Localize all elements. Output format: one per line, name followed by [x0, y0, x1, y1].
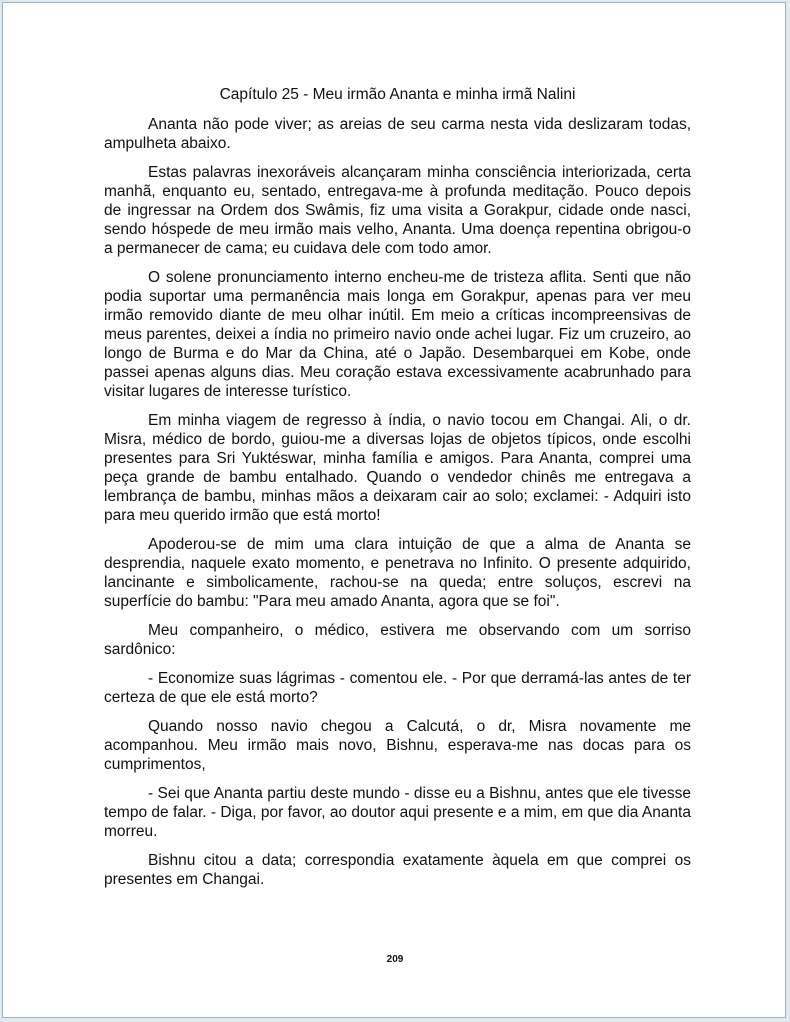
page-content	[104, 85, 691, 899]
paragraph-6: Meu companheiro, o médico, estivera me observando com um sorriso sardônico:	[104, 622, 691, 658]
chapter-title: Capítulo 25 - Meu irmão Ananta e minha irmã Nalini	[219, 86, 576, 103]
paragraph-4: Em minha viagem de regresso à índia, o navio tocou em Changai. Ali, o dr. Misra, médico de bordo, guiou-me a diversas lojas de objetos típicos, onde escolhi presentes para Sri Yuktéswar, minha família e amigos. Para Ananta, comprei uma peça grande de bambu entalhado. Quando o vendedor chinês me entregava a lembrança de bambu, minhas mãos a deixaram cair ao solo; exclamei: - Adquiri isto para meu querido irmão que está morto!	[104, 412, 691, 524]
paragraph-1: Ananta não pode viver; as areias de seu carma nesta vida deslizaram todas, ampulheta abaixo.	[104, 116, 691, 152]
paragraph-7: - Economize suas lágrimas - comentou ele. - Por que derramá-las antes de ter certeza de que ele está morto?	[104, 670, 691, 706]
paragraph-10: Bishnu citou a data; correspondia exatamente àquela em que comprei os presentes em Changai.	[104, 852, 691, 888]
page-number: 209	[386, 954, 404, 965]
paragraph-3: O solene pronunciamento interno encheu-me de tristeza aflita. Senti que não podia suportar uma permanência mais longa em Gorakpur, apenas para ver meu irmão removido diante de meu olhar inútil. Em meio a críticas incompreensivas de meus parentes, deixei a índia no primeiro navio onde achei lugar. Fiz um cruzeiro, ao longo de Burma e do Mar da China, até o Japão. Desembarquei em Kobe, onde passei apenas alguns dias. Meu coração estava excessivamente acabrunhado para visitar lugares de interesse turístico.	[104, 269, 691, 400]
paragraph-2: Estas palavras inexoráveis alcançaram minha consciência interiorizada, certa manhã, enquanto eu, sentado, entregava-me à profunda meditação. Pouco depois de ingressar na Ordem dos Swâmis, fiz uma visita a Gorakpur, cidade onde nasci, sendo hóspede de meu irmão mais velho, Ananta. Uma doença repentina obrigou-o a permanecer de cama; eu cuidava dele com todo amor.	[104, 164, 691, 257]
paragraph-5: Apoderou-se de mim uma clara intuição de que a alma de Ananta se desprendia, naquele exato momento, e penetrava no Infinito. O presente adquirido, lancinante e simbolicamente, rachou-se na queda; entre soluços, escrevi na superfície do bambu: "Para meu amado Ananta, agora que se foi".	[104, 536, 691, 610]
page	[2, 2, 786, 1018]
paragraph-9: - Sei que Ananta partiu deste mundo - disse eu a Bishnu, antes que ele tivesse tempo de falar. - Diga, por favor, ao doutor aqui presente e a mim, em que dia Ananta morreu.	[104, 785, 691, 840]
paragraph-8: Quando nosso navio chegou a Calcutá, o dr, Misra novamente me acompanhou. Meu irmão mais novo, Bishnu, esperava-me nas docas para os cumprimentos,	[104, 718, 691, 773]
